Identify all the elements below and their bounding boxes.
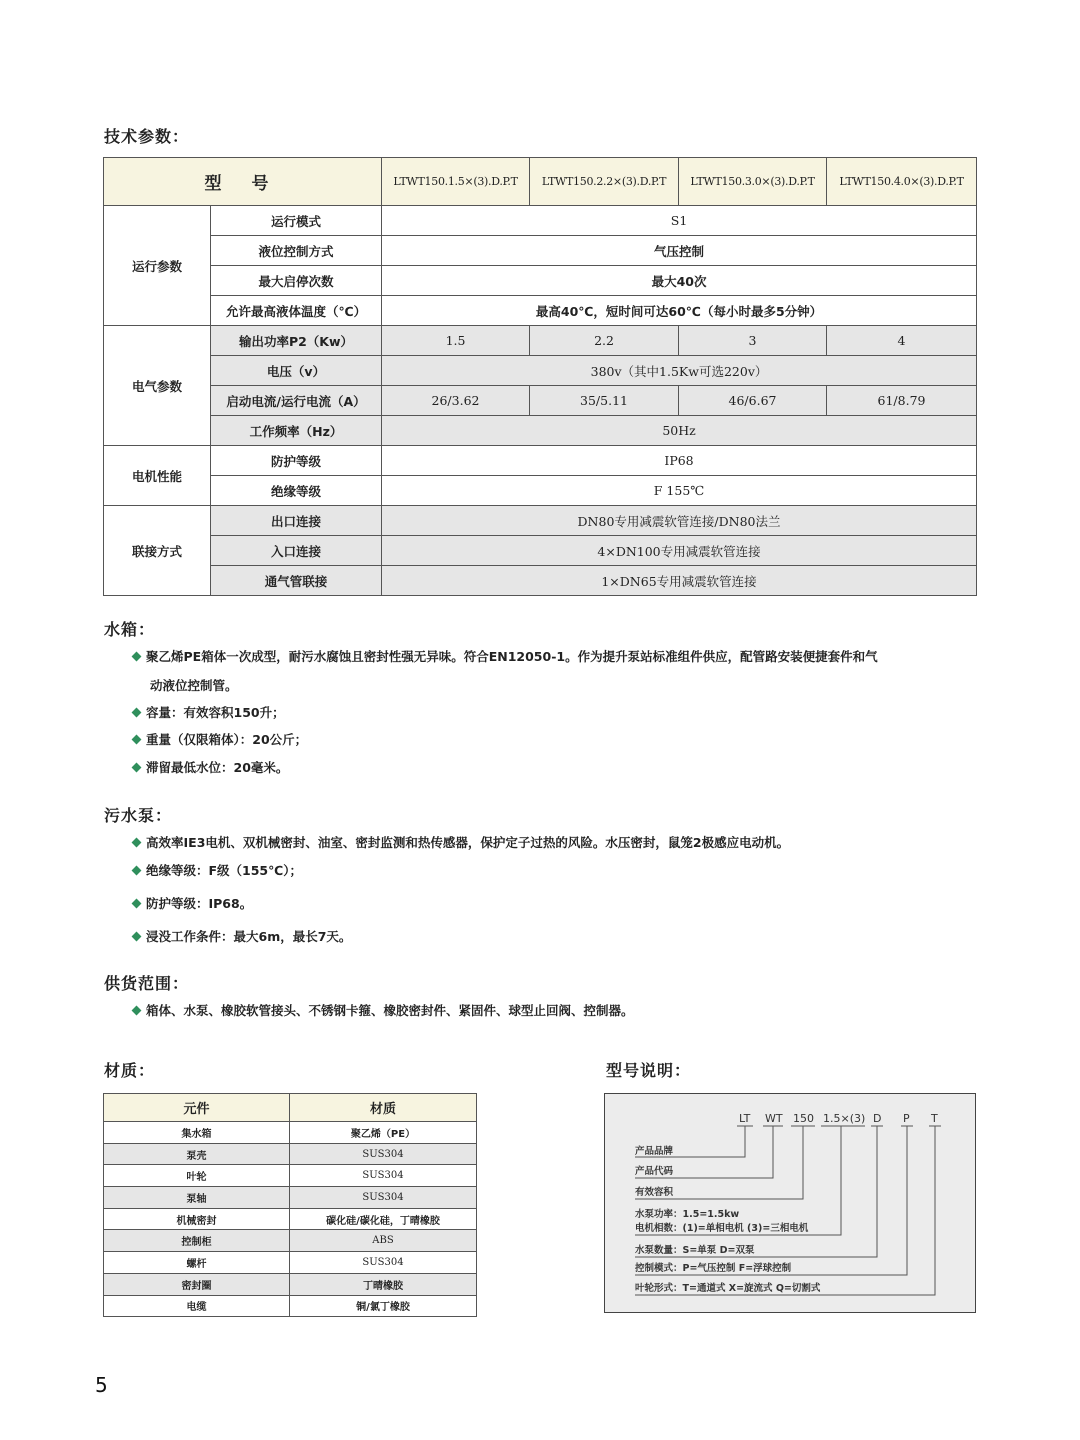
spec-row bbox=[104, 506, 977, 536]
part-cell: 密封圈 bbox=[104, 1273, 290, 1295]
code-part-power: 1.5×(3) bbox=[823, 1112, 866, 1125]
label-control: 控制模式：P=气压控制 F=浮球控制 bbox=[635, 1263, 792, 1274]
bullet-text: 绝缘等级：F级（155℃）； bbox=[146, 863, 303, 878]
tech-params-title: 技术参数： bbox=[104, 127, 190, 146]
model-4: LTWT150.4.0×(3).D.P.T bbox=[827, 158, 977, 206]
row-value: IP68 bbox=[382, 446, 977, 476]
label-brand: 产品品牌 bbox=[635, 1146, 674, 1157]
bullet-text: 重量（仅限箱体）：20公斤； bbox=[146, 732, 308, 747]
bullet-text: 容量：有效容积150升； bbox=[146, 705, 285, 720]
label-phase: 电机相数：(1)=单相电机 (3)=三相电机 bbox=[635, 1223, 809, 1234]
page-number: 5 bbox=[95, 1373, 108, 1397]
part-cell: 机械密封 bbox=[104, 1208, 290, 1230]
row-value: 3 bbox=[679, 326, 827, 356]
part-cell: 电缆 bbox=[104, 1295, 290, 1317]
row-label: 出口连接 bbox=[211, 506, 382, 536]
spec-header-row bbox=[104, 158, 977, 206]
material-cell: 铜/氯丁橡胶 bbox=[290, 1295, 477, 1317]
bullet-item bbox=[133, 758, 288, 776]
tank-title: 水箱： bbox=[104, 620, 156, 639]
label-code: 产品代码 bbox=[635, 1166, 674, 1177]
diamond-icon bbox=[132, 838, 142, 848]
row-label: 运行模式 bbox=[211, 206, 382, 236]
row-label: 通气管联接 bbox=[211, 566, 382, 596]
material-row bbox=[104, 1273, 477, 1295]
bullet-item bbox=[150, 676, 238, 694]
part-cell: 螺杆 bbox=[104, 1252, 290, 1274]
diamond-icon bbox=[132, 735, 142, 745]
row-label: 防护等级 bbox=[211, 446, 382, 476]
spec-row bbox=[104, 446, 977, 476]
model-1: LTWT150.1.5×(3).D.P.T bbox=[382, 158, 530, 206]
material-row bbox=[104, 1187, 477, 1209]
row-label: 工作频率（Hz） bbox=[211, 416, 382, 446]
bullet-text: 箱体、水泵、橡胶软管接头、不锈钢卡箍、橡胶密封件、紧固件、球型止回阀、控制器。 bbox=[146, 1003, 634, 1018]
code-part-volume: 150 bbox=[793, 1112, 814, 1125]
code-part-pumps: D bbox=[873, 1112, 882, 1125]
row-value: 50Hz bbox=[382, 416, 977, 446]
row-value: 35/5.11 bbox=[530, 386, 679, 416]
model-2: LTWT150.2.2×(3).D.P.T bbox=[530, 158, 679, 206]
bullet-text: 滞留最低水位：20毫米。 bbox=[146, 760, 289, 775]
model-header: 型 号 bbox=[104, 158, 382, 206]
row-value: S1 bbox=[382, 206, 977, 236]
spec-row bbox=[104, 476, 977, 506]
bullet-item bbox=[133, 703, 285, 721]
code-part-control: P bbox=[903, 1112, 910, 1125]
diamond-icon bbox=[132, 866, 142, 876]
col-header: 材质 bbox=[290, 1094, 477, 1122]
row-label: 启动电流/运行电流（A） bbox=[211, 386, 382, 416]
row-value: 61/8.79 bbox=[827, 386, 977, 416]
code-part-impeller: T bbox=[931, 1112, 938, 1125]
diamond-icon bbox=[132, 899, 142, 909]
row-value: 气压控制 bbox=[382, 236, 977, 266]
material-row bbox=[104, 1208, 477, 1230]
part-cell: 叶轮 bbox=[104, 1165, 290, 1187]
col-header: 元件 bbox=[104, 1094, 290, 1122]
row-value: 4 bbox=[827, 326, 977, 356]
material-cell: 丁晴橡胶 bbox=[290, 1273, 477, 1295]
material-cell: SUS304 bbox=[290, 1187, 477, 1209]
diamond-icon bbox=[132, 1006, 142, 1016]
material-row bbox=[104, 1230, 477, 1252]
bullet-item bbox=[133, 833, 789, 851]
diamond-icon bbox=[132, 932, 142, 942]
code-part-lt: LT bbox=[739, 1112, 751, 1125]
spec-row bbox=[104, 266, 977, 296]
row-value: DN80专用减震软管连接/DN80法兰 bbox=[382, 506, 977, 536]
bullet-item bbox=[133, 894, 252, 912]
row-label: 入口连接 bbox=[211, 536, 382, 566]
group-run: 运行参数 bbox=[104, 206, 211, 326]
row-value: 最大40次 bbox=[382, 266, 977, 296]
material-cell: ABS bbox=[290, 1230, 477, 1252]
material-row bbox=[104, 1122, 477, 1144]
row-value: 4×DN100专用减震软管连接 bbox=[382, 536, 977, 566]
bullet-item bbox=[133, 1001, 634, 1019]
row-value: 46/6.67 bbox=[679, 386, 827, 416]
spec-row bbox=[104, 326, 977, 356]
diamond-icon bbox=[132, 763, 142, 773]
part-cell: 泵壳 bbox=[104, 1143, 290, 1165]
row-label: 液位控制方式 bbox=[211, 236, 382, 266]
code-part-wt: WT bbox=[765, 1112, 783, 1125]
materials-table bbox=[103, 1093, 477, 1317]
bullet-text: 动液位控制管。 bbox=[150, 678, 238, 693]
model-explain-title: 型号说明： bbox=[606, 1061, 692, 1080]
bullet-item bbox=[133, 861, 302, 879]
row-label: 最大启停次数 bbox=[211, 266, 382, 296]
material-cell: 碳化硅/碳化硅，丁晴橡胶 bbox=[290, 1208, 477, 1230]
spec-row bbox=[104, 206, 977, 236]
spec-row bbox=[104, 296, 977, 326]
part-cell: 控制柜 bbox=[104, 1230, 290, 1252]
material-row bbox=[104, 1252, 477, 1274]
row-value: 380v（其中1.5Kw可选220v） bbox=[382, 356, 977, 386]
model-code-svg bbox=[605, 1094, 977, 1314]
part-cell: 集水箱 bbox=[104, 1122, 290, 1144]
spec-row bbox=[104, 356, 977, 386]
model-code-diagram bbox=[604, 1093, 976, 1313]
group-motor: 电机性能 bbox=[104, 446, 211, 506]
material-title: 材质： bbox=[104, 1061, 156, 1080]
row-label: 绝缘等级 bbox=[211, 476, 382, 506]
row-value: 2.2 bbox=[530, 326, 679, 356]
bullet-item bbox=[133, 730, 307, 748]
row-value: 最高40℃，短时间可达60℃（每小时最多5分钟） bbox=[382, 296, 977, 326]
bullet-item bbox=[133, 647, 878, 665]
row-label: 电压（v） bbox=[211, 356, 382, 386]
part-cell: 泵轴 bbox=[104, 1187, 290, 1209]
group-conn: 联接方式 bbox=[104, 506, 211, 596]
spec-row bbox=[104, 386, 977, 416]
label-volume: 有效容积 bbox=[635, 1187, 674, 1198]
material-cell: SUS304 bbox=[290, 1165, 477, 1187]
row-value: F 155℃ bbox=[382, 476, 977, 506]
spec-row bbox=[104, 236, 977, 266]
material-cell: SUS304 bbox=[290, 1143, 477, 1165]
row-label: 输出功率P2（Kw） bbox=[211, 326, 382, 356]
material-row bbox=[104, 1165, 477, 1187]
pump-title: 污水泵： bbox=[104, 806, 173, 825]
material-cell: 聚乙烯（PE） bbox=[290, 1122, 477, 1144]
row-label: 允许最高液体温度（℃） bbox=[211, 296, 382, 326]
label-power: 水泵功率：1.5=1.5kw bbox=[635, 1209, 740, 1220]
bullet-text: 防护等级：IP68。 bbox=[146, 896, 253, 911]
material-row bbox=[104, 1295, 477, 1317]
diamond-icon bbox=[132, 708, 142, 718]
spec-table bbox=[103, 157, 977, 596]
diamond-icon bbox=[132, 652, 142, 662]
row-value: 26/3.62 bbox=[382, 386, 530, 416]
bullet-text: 高效率IE3电机、双机械密封、油室、密封监测和热传感器，保护定子过热的风险。水压密封，鼠笼2极感应电动机。 bbox=[146, 835, 790, 850]
spec-row bbox=[104, 566, 977, 596]
spec-row bbox=[104, 416, 977, 446]
bullet-text: 聚乙烯PE箱体一次成型，耐污水腐蚀且密封性强无异味。符合EN12050-1。作为提升泵站标准组件供应，配管路安装便捷套件和气 bbox=[146, 649, 878, 664]
material-row bbox=[104, 1143, 477, 1165]
material-cell: SUS304 bbox=[290, 1252, 477, 1274]
row-value: 1×DN65专用减震软管连接 bbox=[382, 566, 977, 596]
group-elec: 电气参数 bbox=[104, 326, 211, 446]
supply-title: 供货范围： bbox=[104, 974, 190, 993]
bullet-text: 浸没工作条件：最大6m，最长7天。 bbox=[146, 929, 352, 944]
materials-header-row bbox=[104, 1094, 477, 1122]
spec-row bbox=[104, 536, 977, 566]
bullet-item bbox=[133, 927, 351, 945]
label-impeller: 叶轮形式：T=通道式 X=旋流式 Q=切割式 bbox=[635, 1283, 821, 1294]
row-value: 1.5 bbox=[382, 326, 530, 356]
label-pump-count: 水泵数量：S=单泵 D=双泵 bbox=[635, 1245, 755, 1256]
model-3: LTWT150.3.0×(3).D.P.T bbox=[679, 158, 827, 206]
